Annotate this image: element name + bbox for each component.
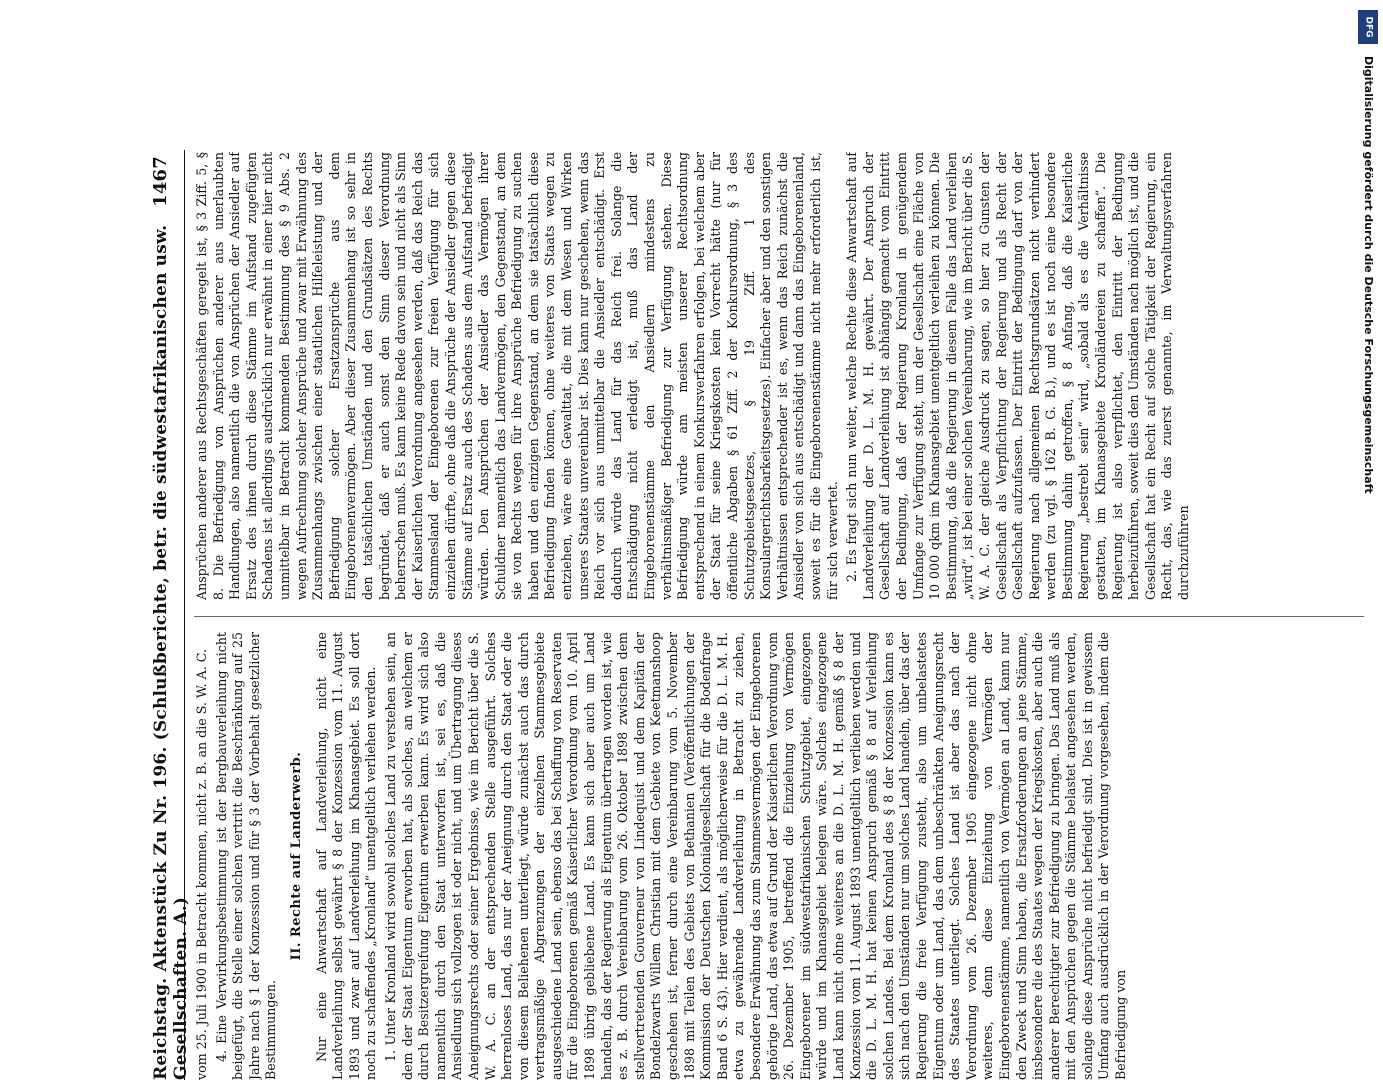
paragraph: 2. Es fragt sich nun weiter, welche Rechte diese Anwartschaft auf Landverleihung der D. L. M. H. gewährt. Der Anspruch der Gesellschaft auf Landverleihung ist abhängig gemacht vom Eintritt der Bedingung, daß der Regierung Kronland in genügendem Umfange zur Verfügung steht, um der Gesellschaft eine Fläche von 10 000 qkm im Khanasgebiet unentgeltlich verleihen zu können. Die Bestimmung, daß die Regierung in diesem Falle das Land verleihen „wird“, ist bei einer solchen Vereinbarung, wie im Bericht über die S. W. A. C. der gleiche Ausdruck zu sagen, so hier zu Gunsten der Gesellschaft als Verpflichtung der Regierung und als Recht der Gesellschaft aufzufassen. Der Eintritt der Bedingung darf von der Regierung nach allgemeinen Rechtsgrundsätzen nicht verhindert werden (zu vgl. § 162 B. G. B.), und es ist noch eine besondere Bestimmung dahin getroffen, § 8 Anfang, daß die Kaiserliche Regierung „bestrebt sein“ wird, „sobald als es die Verhältnisse gestatten, im Khanasgebiete Kronländereien zu schaffen“. Die Regierung ist also verpflichtet, den Eintritt der Bedingung herbeizuführen, soweit dies den Umständen nach möglich ist, und die Gesellschaft hat ein Recht auf solche Tätigkeit der Regierung, ein Recht, das, wie das zuerst genannte, im Verwaltungsverfahren durchzuführen — [844, 152, 1192, 600]
paragraph: vom 25. Juli 1900 in Betracht kommen, nicht z. B. an die S. W. A. C. — [194, 649, 209, 1080]
dfg-logo: DFG — [1358, 10, 1378, 44]
scanned-page — [150, 150, 1370, 1080]
section-heading: II. Rechte auf Landerwerb. — [288, 751, 304, 961]
running-title: Reichstag. Aktenstück Zu Nr. 196. (Schlußberichte, betr. die südwestafrikanischen usw. Gesellschaften. A.) — [151, 224, 191, 1080]
digitization-credit: Digitalisierung gefördert durch die Deutsche Forschungsgemeinschaft — [1362, 56, 1375, 494]
column-divider — [194, 616, 1364, 617]
paragraph: Nur eine Anwartschaft auf Landverleihung, nicht eine Landverleihung selbst gewährt § 8 der Konzession vom 11. August 1893 und zwar auf Landverleihung im Khanasgebiet. Es soll dort noch zu schaffendes „Kronland“ unentgeltlich verliehen werden. — [313, 632, 379, 1080]
right-column — [194, 152, 1364, 600]
digitization-strip — [1355, 6, 1383, 1000]
page-number: 1467 — [150, 156, 171, 207]
left-column — [194, 632, 1364, 1080]
page-header — [150, 150, 191, 1080]
paragraph: Ansprüchen anderer aus Rechtsgeschäften geregelt ist, § 3 Ziff. 5, § 8. Die Befriedigung von Ansprüchen anderer aus unerlaubten Handlungen, also namentlich die von Ansprüchen der Ansiedler auf Ersatz des ihnen durch diese Stämme im Aufstand zugefügten Schadens ist allerdings ausdrücklich nur erwähnt in einer hier nicht unmittelbar in Betracht kommenden Bestimmung des § 9 Abs. 2 wegen Aufrechnung solcher Ansprüche und zwar mit Erwähnung des Zusammenhangs zwischen einer staatlichen Hilfeleistung und der Befriedigung solcher Ersatzansprüche aus dem Eingeborenenvermögen. Aber dieser Zusammenhang ist so sehr in den tatsächlichen Umständen und den Grundsätzen des Rechts begründet, daß er auch sonst den Sinn dieser Verordnung beherrschen muß. Es kann keine Rede davon sein und nicht als Sinn der Kaiserlichen Verordnung angesehen werden, daß das Reich das Stammesland der Eingeborenen zur freien Verfügung für sich einziehen dürfte, ohne daß die Ansprüche der Ansiedler gegen diese Stämme auf Ersatz auch des Schadens aus dem Aufstand befriedigt würden. Den Ansprüchen der Ansiedler das Vermögen ihrer Schuldner namentlich das Landvermögen, den Gegenstand, an dem sie von Rechts wegen für ihre Ansprüche Befriedigung zu suchen haben und den einzigen Gegenstand, an dem sie tatsächlich diese Befriedigung finden können, ohne weiteres von Staats wegen zu entziehen, wäre eine Gewalttat, die mit dem Wesen und Wirken unseres Staates unvereinbar ist. Dies kann nur geschehen, wenn das Reich vor sich aus unmittelbar die Ansiedler entschädigt. Erst dadurch würde das Land für das Reich frei. Solange die Entschädigung nicht erledigt ist, muß das Land der Eingeborenenstämme den Ansiedlern mindestens zu verhältnismäßiger Befriedigung zur Verfügung stehen. Diese Befriedigung würde am meisten unserer Rechtsordnung entsprechend in einem Konkursverfahren erfolgen, bei welchem aber der Staat für seine Kriegskosten kein Vorrecht hätte (nur für öffentliche Abgaben § 61 Ziff. 2 der Konkursordnung, § 3 des Schutzgebietsgesetzes, § 19 Ziff. 1 des Konsulargerichtsbarkeitsgesetzes). Einfacher aber und den sonstigen Verhältnissen entsprechender ist es, wenn das Reich zunächst die Ansiedler von sich aus entschädigt und dann das Eingeborenenland, soweit es für die Eingeborenenstämme nicht mehr erforderlich ist, für sich verwertet. — [194, 152, 840, 600]
paragraph: 4. Eine Verwirkungsbestimmung ist der Bergbauverleihung nicht beigefügt, die Stelle einer solchen vertritt die Beschränkung auf 25 Jahre nach § 1 der Konzession und für § 3 der Vorbehalt gesetzlicher Bestimmungen. — [213, 632, 279, 1080]
paragraph: 1. Unter Kronland wird sowohl solches Land zu verstehen sein, an dem der Staat Eigentum erworben hat, als solches, an welchem er durch Besitzergreifung Eigentum erwerben kann. Es wird sich also namentlich durch den Staat unterworfen ist, sei es, daß die Ansiedlung sich vollzogen ist oder nicht, und um Übertragung dieses Aneignungsrechts oder seiner Ergebnisse, wie im Bericht über die S. W. A. C. an der entsprechenden Stelle ausgeführt. Solches herrenloses Land, das nur der Aneignung durch den Staat oder die von diesem Beliehenen unterliegt, würde zunächst auch das durch vertragsmäßige Abgrenzungen der einzelnen Stammesgebiete ausgeschiedene Land sein, ebenso das bei Schaffung von Reservaten für die Eingeborenen gemäß Kaiserlicher Verordnung vom 10. April 1898 übrig gebliebene Land. Es kann sich aber auch um Land handeln, das der Regierung als Eigentum übertragen worden ist, wie es z. B. durch Vereinbarung vom 26. Oktober 1898 zwischen dem stellvertretenden Gouverneur von Lindequist und dem Kapitän der Bondelzwarts Willem Christian mit dem Gebiete von Keetmanshoop geschehen ist, ferner durch eine Vereinbarung vom 5. November 1898 mit Teilen des Gebiets von Bethanien (Veröffentlichungen der Kommission der Deutschen Kolonialgesellschaft für die Bodenfrage Band 6 S. 43). Hier verdient, als möglicherweise für die D. L. M. H. etwa zu gewährende Landverleihung in Betracht zu ziehen, besondere Erwähnung das zum Stammesvermögen der Eingeborenen gehörige Land, das etwa auf Grund der Kaiserlichen Verordnung vom 26. Dezember 1905, betreffend die Einziehung von Vermögen Eingeborener im südwestafrikanischen Schutzgebiet, eingezogen würde und im Khanasgebiet belegen wäre. Solches eingezogene Land kann nicht ohne weiteres an die D. L. M. H. gemäß § 8 der Konzession vom 11. August 1893 unentgeltlich verliehen werden und die D. L. M. H. hat keinen Anspruch gemäß § 8 auf Verleihung solchen Landes. Bei dem Kronland des § 8 der Konzession kann es sich nach den Umständen nur um solches Land handeln, über das der Regierung die freie Verfügung zusteht, also um unbelastetes Eigentum oder um Land, das dem unbeschränkten Aneignungsrecht des Staates unterliegt. Solches Land ist aber das nach der Verordnung vom 26. Dezember 1905 eingezogene nicht ohne weiteres, denn diese Einziehung von Vermögen der Eingeborenenstämme, namentlich von Vermögen an Land, kann nur den Zweck und Sinn haben, die Ersatzforderungen an jene Stämme, insbesondere die des Staates wegen der Kriegskosten, aber auch die anderer Berechtigter zur Befriedigung zu bringen. Das Land muß als mit den Ansprüchen gegen die Stämme belastet angesehen werden, solange diese Ansprüche nicht befriedigt sind. Dies ist in gewissem Umfang auch ausdrücklich in der Verordnung vorgesehen, indem die Befriedigung von — [382, 632, 1129, 1080]
